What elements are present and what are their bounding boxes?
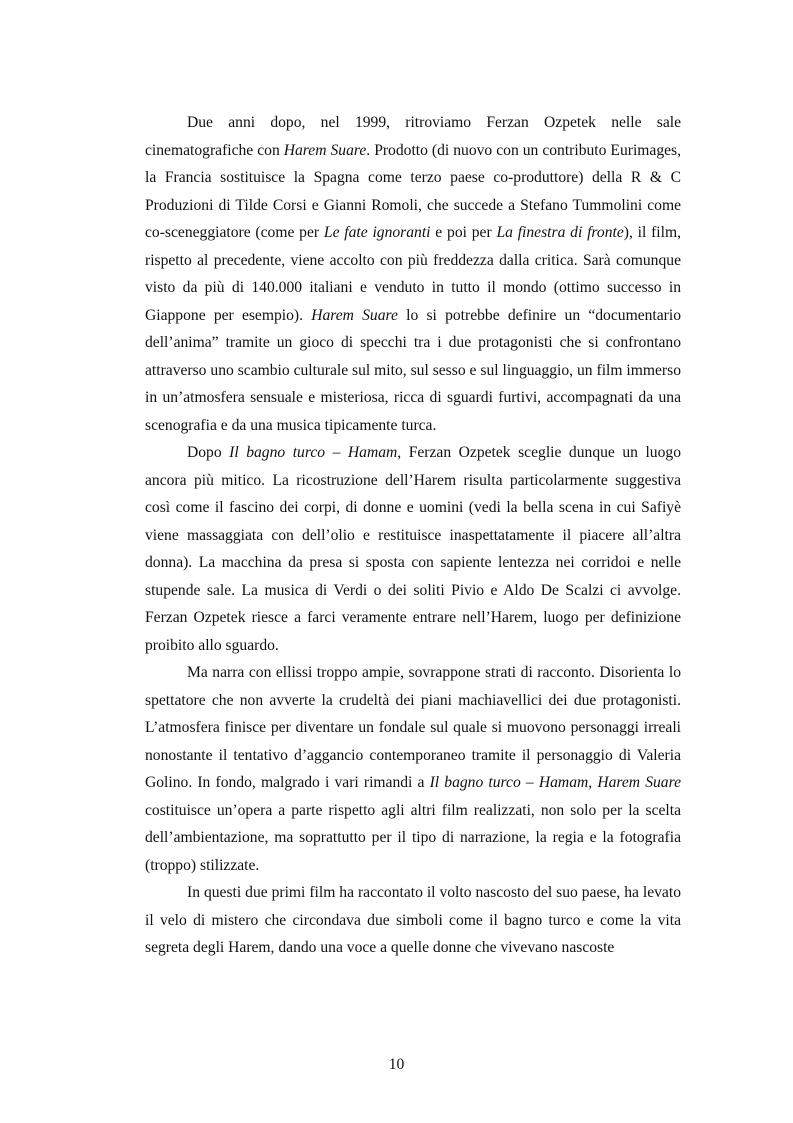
italic-title: Il bagno turco – Hamam (429, 774, 589, 791)
text-run: costituisce un’opera a parte rispetto agli altri film realizzati, non solo per la scelta dell’ambientazione, ma soprattutto per il tipo di narrazione, la regia e la fotografia (troppo) stilizzate. (145, 801, 681, 874)
italic-title: Le fate ignoranti (323, 224, 431, 241)
text-run: , Ferzan Ozpetek sceglie dunque un luogo ancora più mitico. La ricostruzione dell’Harem risulta particolarmente suggestiva così come il fascino dei corpi, di donne e uomini (vedi la bella scena in cui Safiyè viene massaggiata con dell’olio e restituisce inaspettatamente il piacere all’altra donna). La macchina da presa si sposta con sapiente lentezza nei corridoi e nelle stupende sale. La musica di Verdi o dei soliti Pivio e Aldo De Scalzi ci avvolge. Ferzan Ozpetek riesce a farci veramente entrare nell’Harem, luogo per definizione proibito allo sguardo. (145, 444, 681, 654)
text-run: . Prodotto (di nuovo con un contributo Eurimages, la Francia sostituisce la Spagna come terzo paese co-produttore) della R & C Produzioni di Tilde Corsi e Gianni Romoli, che succede a Stefano Tummolini come co-sceneggiatore (come per (145, 141, 682, 241)
text-run: , (588, 774, 598, 791)
text-run: Dopo (187, 444, 230, 461)
paragraph (145, 879, 681, 962)
paragraph (145, 659, 681, 879)
body-text (145, 109, 681, 962)
paragraph (145, 439, 681, 659)
italic-title: Harem Suare (597, 774, 681, 791)
text-run: Due anni dopo, nel 1999, ritroviamo Ferzan Ozpetek nelle sale cinematografiche con (145, 114, 681, 159)
paragraph (145, 109, 681, 439)
text-run: e poi per (430, 224, 497, 241)
page-number: 10 (388, 1056, 405, 1073)
italic-title: Il bagno turco – Hamam (229, 444, 398, 461)
italic-title: Harem Suare (283, 141, 367, 159)
italic-title: La finestra di fronte (496, 224, 624, 241)
text-run: lo si potrebbe definire un “documentario dell’anima” tramite un gioco di specchi tra i due protagonisti che si confrontano attraverso uno scambio culturale sul mito, sul sesso e sul linguaggio, un film immerso in un’atmosfera sensuale e misteriosa, ricca di sguardi furtivi, accompagnati da una scenografia e da una musica tipicamente turca. (145, 306, 681, 434)
text-run: ), il film, rispetto al precedente, viene accolto con più freddezza dalla critica. Sarà comunque visto da più di 140.000 italiani e venduto in tutto il mondo (ottimo successo in Giappone per esempio). (145, 224, 681, 324)
italic-title: Harem Suare (311, 306, 398, 324)
text-run: In questi due primi film ha raccontato il volto nascosto del suo paese, ha levato il velo di mistero che circondava due simboli come il bagno turco e come la vita segreta degli Harem, dando una voce a quelle donne che vivevano nascoste (145, 884, 681, 956)
text-run: Ma narra con ellissi troppo ampie, sovrappone strati di racconto. Disorienta lo spettatore che non avverte la crudeltà dei piani machiavellici dei due protagonisti. L’atmosfera finisce per diventare un fondale sul quale si muovono personaggi irreali nonostante il tentativo d’aggancio contemporaneo tramite il personaggio di Valeria Golino. In fondo, malgrado i vari rimandi a (145, 664, 681, 791)
